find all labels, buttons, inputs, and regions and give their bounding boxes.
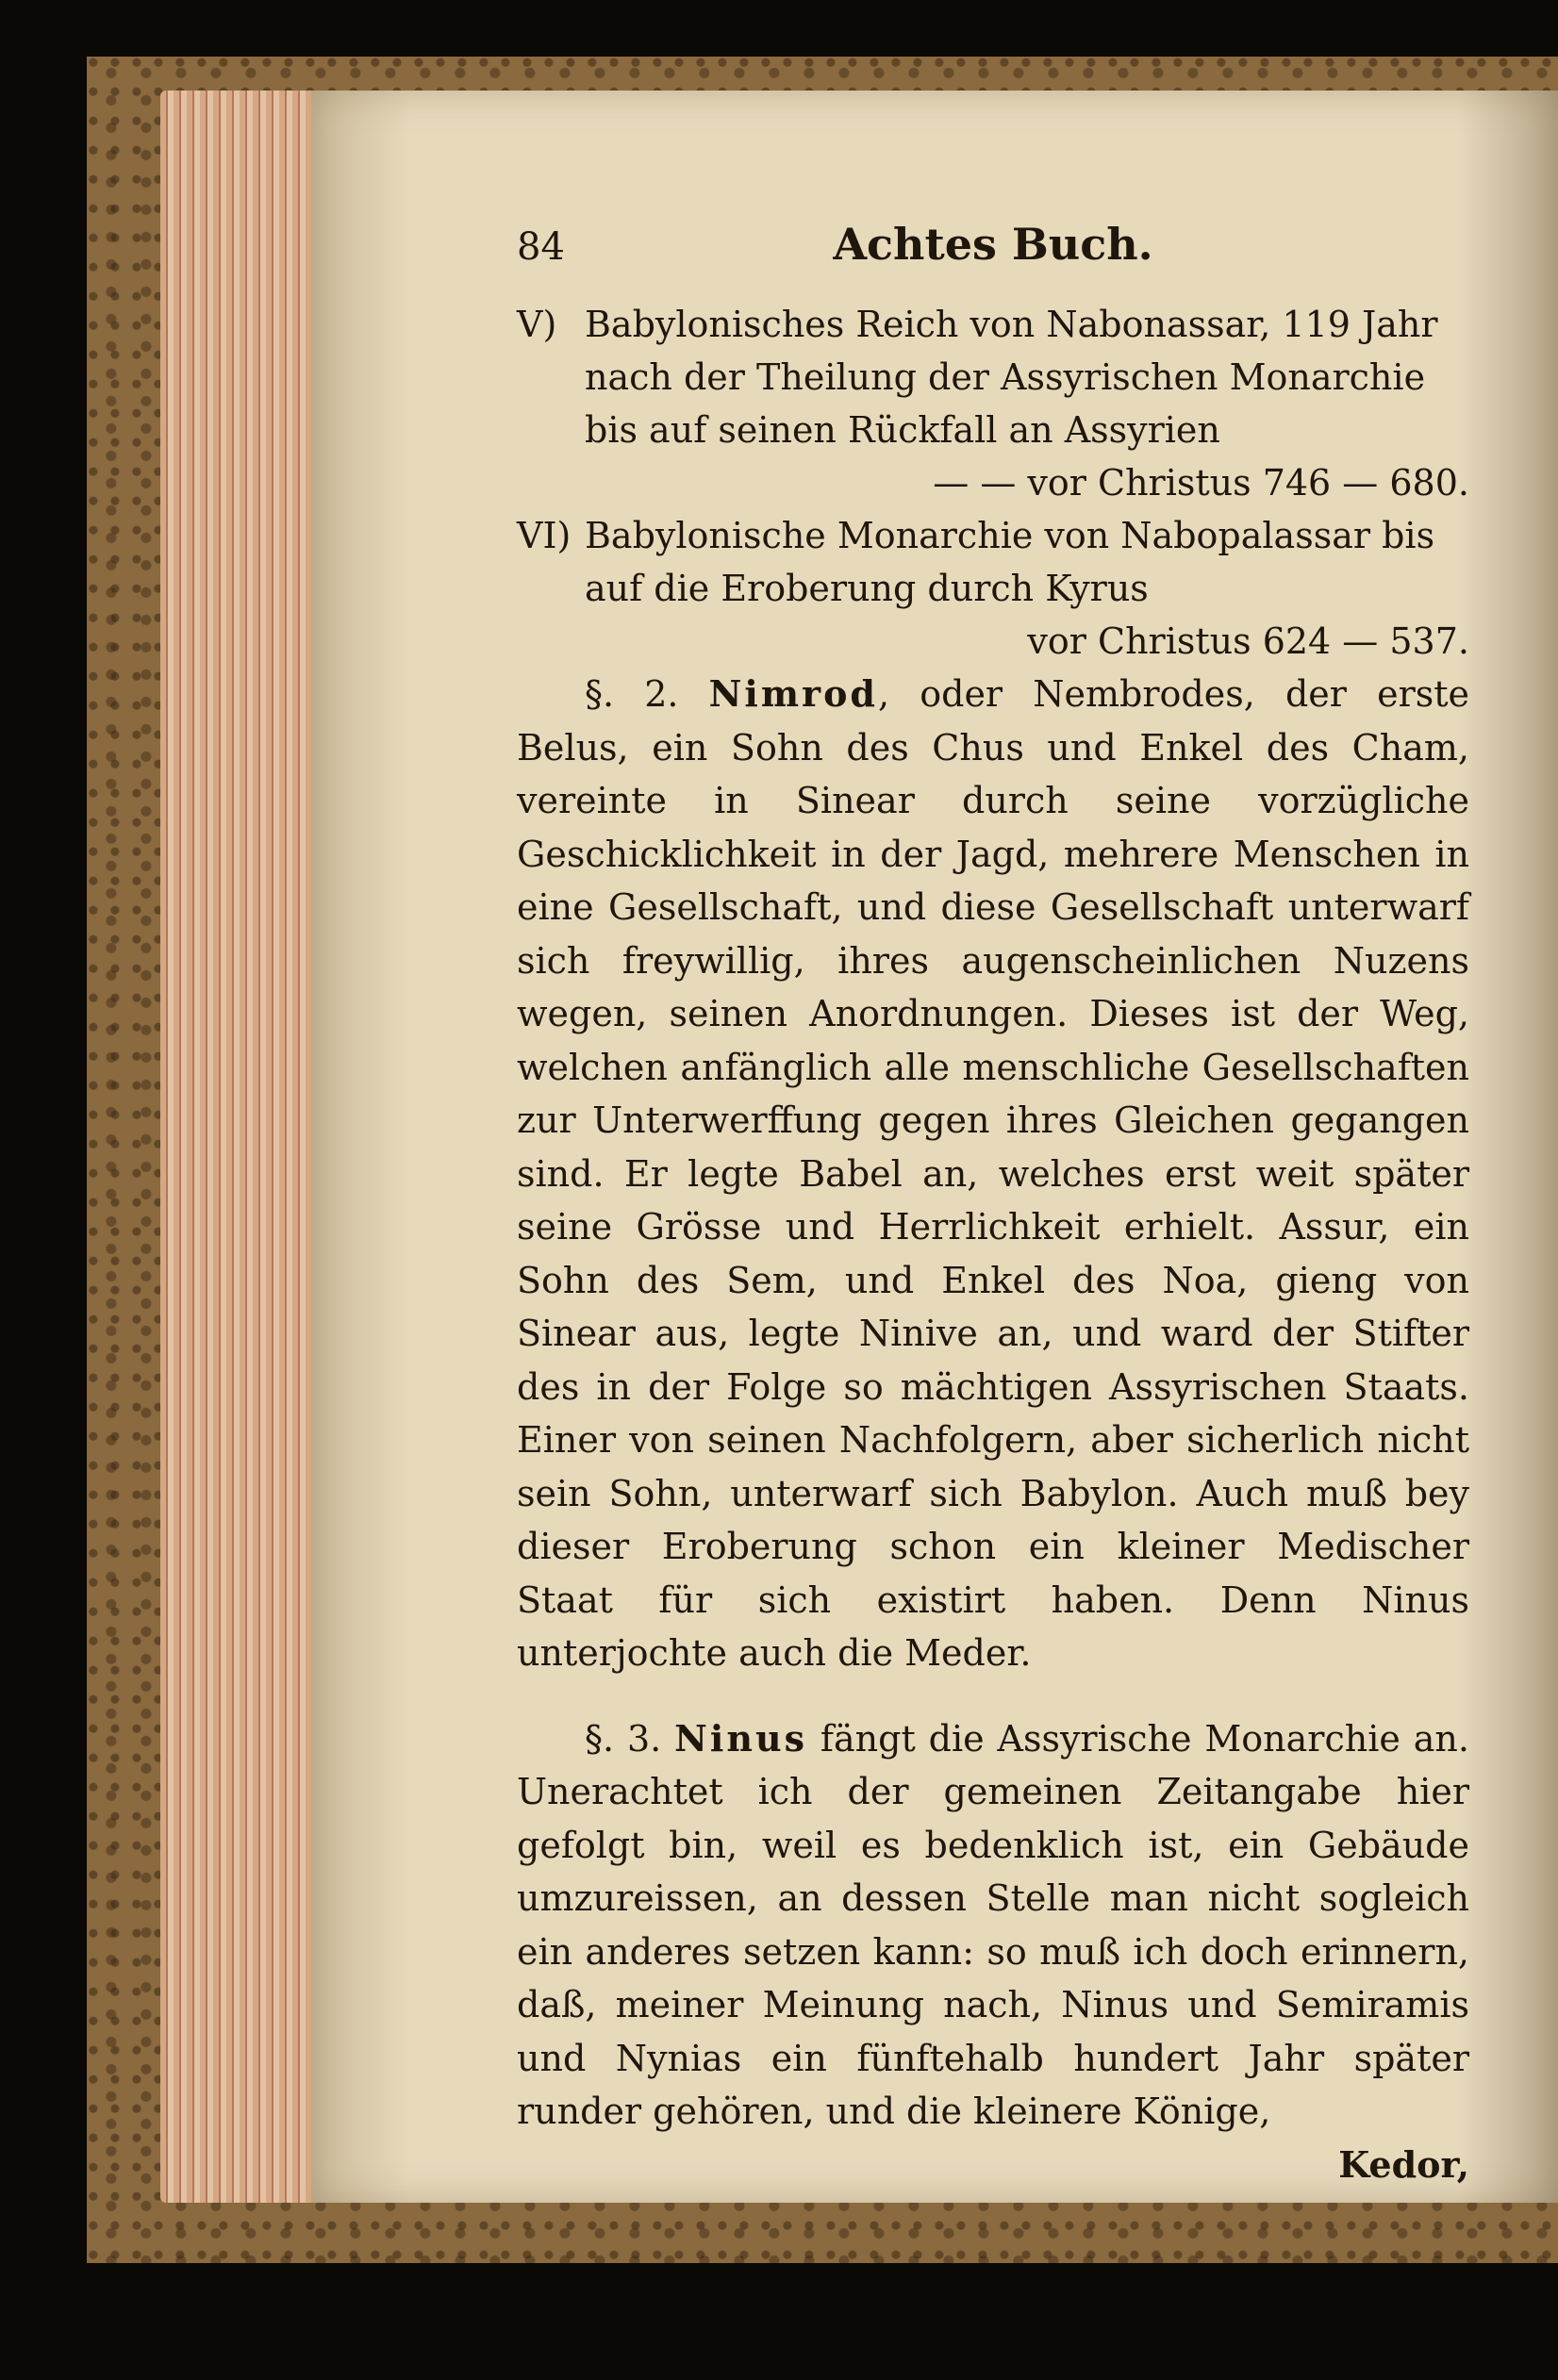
section-marker: §. 3. xyxy=(585,1717,662,1760)
page-number: 84 xyxy=(517,225,565,269)
toc-numeral: V) xyxy=(517,304,557,345)
section-marker: §. 2. xyxy=(585,673,679,715)
page-header xyxy=(517,219,1469,298)
toc-entry xyxy=(517,298,1469,509)
toc-date: — — vor Christus 746 — 680. xyxy=(933,462,1469,504)
toc-text: Babylonische Monarchie von Nabopalassar bis auf die Eroberung durch Kyrus xyxy=(585,515,1435,609)
section-name: Nimrod xyxy=(708,672,878,715)
section-body: , oder Nembrodes, der erste Belus, ein Sohn des Chus und Enkel des Cham, vereinte in Sinear durch seine vorzügliche Geschicklichkeit in der Jagd, mehrere Menschen in eine Gesellschaft, und diese Gesellschaft unterwarf sich freywillig, ihres augenscheinlichen Nuzens wegen, seinen Anordnungen. Dieses ist der Weg, welchen anfänglich alle menschliche Gesellschaften zur Unterwerffung gegen ihres Gleichen gegangen sind. Er legte Babel an, welches erst weit später seine Grösse und Herrlichkeit erhielt. Assur, ein Sohn des Sem, und Enkel des Noa, gieng von Sinear aus, legte Ninive an, und ward der Stifter des in der Folge so mächtigen Assyrischen Staats. Einer von seinen Nachfolgern, aber sicherlich nicht sein Sohn, unterwarf sich Babylon. Auch muß bey dieser Eroberung schon ein kleiner Medischer Staat für sich existirt haben. Denn Ninus unterjochte auch die Meder. xyxy=(517,673,1469,1674)
toc-entry xyxy=(517,509,1469,668)
section-name: Ninus xyxy=(674,1716,807,1760)
section-paragraph xyxy=(517,668,1469,1680)
toc-numeral: VI) xyxy=(517,515,572,556)
catchword: Kedor, xyxy=(1338,2142,1469,2186)
toc-text: Babylonisches Reich von Nabonassar, 119 Jahr nach der Theilung der Assyrischen Monarchie bis auf seinen Rückfall an Assyrien xyxy=(585,304,1438,451)
page-edges xyxy=(160,91,330,2203)
section-paragraph xyxy=(517,1712,1469,2139)
page-text xyxy=(517,219,1469,2191)
section-body: fängt die Assyrische Monarchie an. Unerachtet ich der gemeinen Zeitangabe hier gefolgt bin, weil es bedenklich ist, ein Gebäude umzureissen, an dessen Stelle man nicht sogleich ein anderes setzen kann: so muß ich doch erinnern, daß, meiner Meinung nach, Ninus und Semiramis und Nynias ein fünftehalb hundert Jahr später runder gehören, und die kleinere Könige, xyxy=(517,1717,1469,2132)
running-head: Achtes Buch. xyxy=(833,219,1153,270)
toc-date: vor Christus 624 — 537. xyxy=(1027,620,1469,662)
